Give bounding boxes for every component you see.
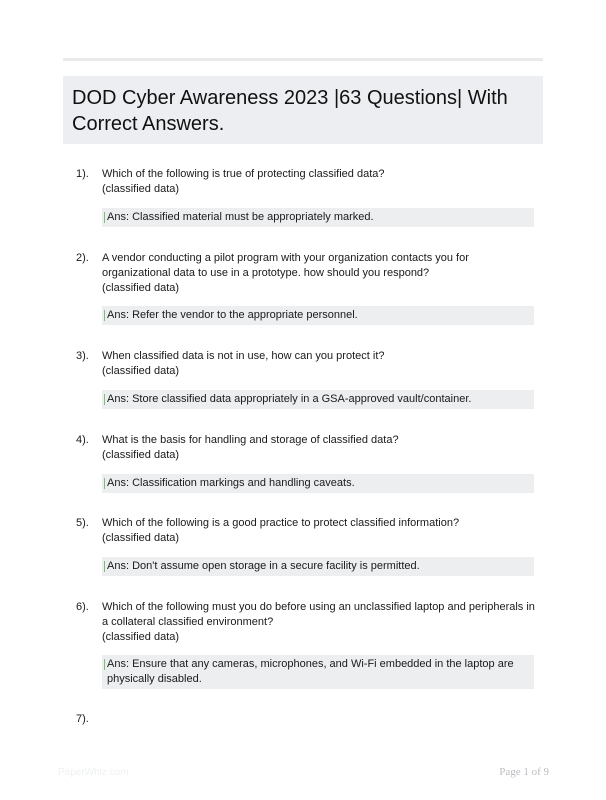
question-number: 6). bbox=[76, 601, 89, 613]
question-body bbox=[102, 349, 536, 379]
question-category: (classified data) bbox=[102, 282, 180, 294]
question-category: (classified data) bbox=[102, 365, 180, 377]
question-body bbox=[102, 433, 536, 463]
answer-box: Ans: Ensure that any cameras, microphones, and Wi-Fi embedded in the laptop are physically disabled. bbox=[102, 655, 534, 689]
answer-box: Ans: Refer the vendor to the appropriate personnel. bbox=[102, 306, 534, 325]
footer-watermark: PaperWhiz.com bbox=[58, 767, 129, 778]
header-divider bbox=[63, 58, 543, 61]
question-category: (classified data) bbox=[102, 183, 180, 195]
answer-box: Ans: Don't assume open storage in a secure facility is permitted. bbox=[102, 557, 534, 576]
question-text: When classified data is not in use, how can you protect it? bbox=[102, 350, 385, 362]
question-body bbox=[102, 600, 536, 645]
question-number: 2). bbox=[76, 252, 89, 264]
question-text: Which of the following must you do before using an unclassified laptop and peripherals in a collateral classified environment? bbox=[102, 601, 535, 628]
title-banner bbox=[63, 76, 543, 144]
question-body bbox=[102, 167, 536, 197]
question-text: What is the basis for handling and storage of classified data? bbox=[102, 434, 399, 446]
question-text: A vendor conducting a pilot program with your organization contacts you for organizational data to use in a prototype. how should you respond? bbox=[102, 252, 469, 279]
question-category: (classified data) bbox=[102, 532, 180, 544]
page-indicator: Page 1 of 9 bbox=[499, 766, 549, 778]
question-body bbox=[102, 516, 536, 546]
question-number: 3). bbox=[76, 350, 89, 362]
question-number: 7). bbox=[76, 713, 89, 725]
question-number: 5). bbox=[76, 517, 89, 529]
question-category: (classified data) bbox=[102, 449, 180, 461]
question-category: (classified data) bbox=[102, 631, 180, 643]
question-number: 4). bbox=[76, 434, 89, 446]
question-text: Which of the following is a good practice to protect classified information? bbox=[102, 517, 460, 529]
document-title: DOD Cyber Awareness 2023 |63 Questions| With Correct Answers. bbox=[72, 87, 508, 135]
answer-box: Ans: Classified material must be appropriately marked. bbox=[102, 208, 534, 227]
question-body bbox=[102, 251, 536, 296]
answer-box: Ans: Store classified data appropriately in a GSA-approved vault/container. bbox=[102, 390, 534, 409]
answer-box: Ans: Classification markings and handling caveats. bbox=[102, 474, 534, 493]
question-number: 1). bbox=[76, 168, 89, 180]
question-text: Which of the following is true of protecting classified data? bbox=[102, 168, 385, 180]
